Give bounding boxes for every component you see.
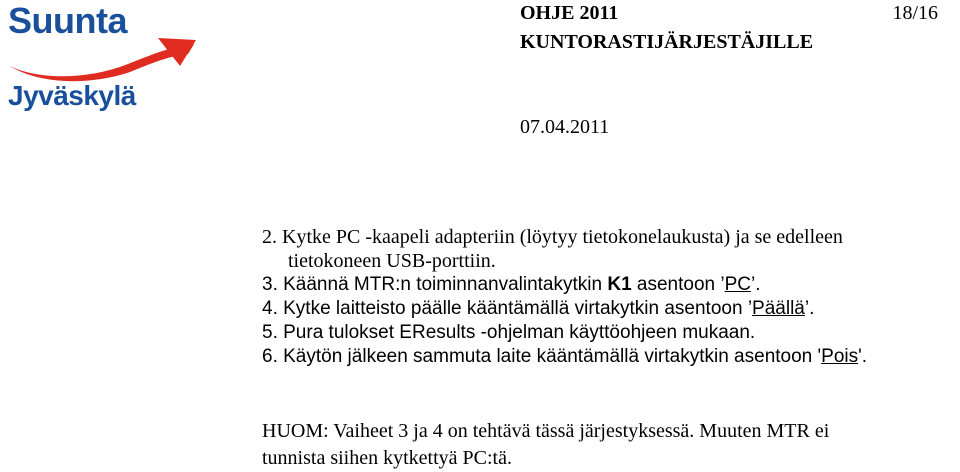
- step-6-end: '.: [858, 346, 868, 367]
- logo-bottom-text: Jyväskylä: [8, 80, 136, 111]
- step-4-end: ’.: [804, 298, 815, 319]
- logo-swoosh-icon: [8, 36, 198, 86]
- step-3-pc-link: PC: [724, 274, 752, 295]
- document-title: OHJE 2011: [520, 2, 619, 24]
- step-2-line-1: 2. Kytke PC -kaapeli adapteriin (löytyy tietokonelaukusta) ja se edelleen: [262, 226, 843, 248]
- note-line-2: tunnista siihen kytkettyä PC:tä.: [262, 447, 512, 469]
- suunta-jyvaskyla-logo: [0, 0, 200, 130]
- note: [262, 418, 829, 472]
- step-4-on-link: Päällä: [752, 298, 805, 319]
- note-line-1: HUOM: Vaiheet 3 ja 4 on tehtävä tässä järjestyksessä. Muuten MTR ei: [262, 420, 830, 442]
- step-5: 5. Pura tulokset EResults -ohjelman käyttöohjeen mukaan.: [262, 322, 756, 343]
- step-4-text: 4. Kytke laitteisto päälle kääntämällä virtakytkin asentoon ’: [262, 298, 753, 319]
- step-4: [262, 297, 867, 321]
- document-subtitle: KUNTORASTIJÄRJESTÄJILLE: [520, 31, 814, 53]
- step-6: [262, 345, 867, 369]
- step-2-line-2: tietokoneen USB-porttiin.: [288, 250, 496, 272]
- document-date: 07.04.2011: [520, 116, 610, 138]
- step-3-text: 3. Käännä MTR:n toiminnanvalintakytkin: [262, 274, 608, 295]
- step-6-off-link: Pois: [821, 346, 859, 367]
- instruction-steps: [262, 225, 867, 369]
- page-number: 18/16: [892, 2, 938, 24]
- step-3-mid: asentoon ’: [631, 274, 725, 295]
- step-6-text: 6. Käytön jälkeen sammuta laite kääntämällä virtakytkin asentoon ': [262, 346, 822, 367]
- step-3-end: ’.: [751, 274, 761, 295]
- logo-top-text: Suunta: [8, 0, 127, 41]
- step-3-switch: K1: [607, 274, 632, 295]
- step-3: [262, 273, 867, 297]
